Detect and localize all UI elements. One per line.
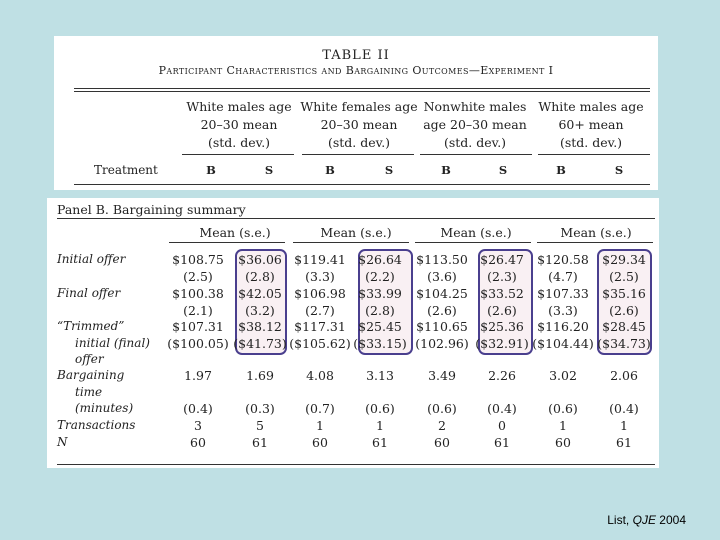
row-label: N [57, 435, 68, 449]
table-cell: $107.33 [537, 286, 589, 301]
top-rule [74, 88, 650, 89]
table-cell: $119.41 [294, 252, 346, 267]
table-cell-se: ($41.73) [233, 335, 287, 351]
table-cell-se: ($104.44) [532, 335, 594, 351]
table-cell-se: (2.5) [183, 268, 213, 284]
table-cell-se: (2.3) [487, 268, 517, 284]
mean-header: Mean (s.e.) [320, 225, 392, 240]
table-cell-se: (3.3) [305, 268, 335, 284]
row-label: Bargaining [57, 368, 125, 382]
table-cell: $104.25 [416, 286, 468, 301]
table-cell: 1 [559, 418, 567, 433]
mean-header: Mean (s.e.) [560, 225, 632, 240]
table-cell: 1.97 [184, 368, 212, 383]
treatment-code: S [498, 163, 508, 177]
group-1-line-3: (std. dev.) [207, 135, 271, 150]
table-cell: $38.12 [238, 319, 282, 334]
table-cell-se: (0.7) [305, 401, 335, 416]
table-cell: $106.98 [294, 286, 346, 301]
treatment-code: B [325, 163, 335, 177]
table-cell: $26.47 [480, 252, 524, 267]
table-cell-se: (2.6) [427, 302, 457, 318]
table-cell-se: (2.7) [305, 302, 335, 318]
group-rule-3 [420, 154, 532, 155]
group-header-3 [420, 98, 530, 152]
treatment-code: S [384, 163, 394, 177]
table-title: TABLE II [322, 48, 390, 63]
table-cell: $108.75 [172, 252, 224, 267]
table-cell: $116.20 [537, 319, 589, 334]
table-cell: $36.06 [238, 252, 282, 267]
table-cell-se: (2.1) [183, 302, 213, 318]
top-rule-double [74, 91, 650, 92]
table-cell-se: (0.4) [183, 401, 213, 416]
row-label: initial (final) [75, 335, 150, 350]
table-cell-se: ($105.62) [289, 335, 351, 351]
table-cell-se: (3.2) [245, 302, 275, 318]
group-3-line-2: age 20–30 mean [423, 117, 527, 132]
table-cell: $42.05 [238, 286, 282, 301]
table-cell: $100.38 [172, 286, 224, 301]
group-2-line-1: White females age [300, 99, 418, 114]
bottom-rule [57, 464, 655, 465]
treatment-code: B [206, 163, 216, 177]
group-4-line-3: (std. dev.) [559, 135, 623, 150]
table-cell-se: ($100.05) [167, 335, 229, 351]
citation-author: List, [607, 513, 630, 527]
table-cell: $33.99 [358, 286, 402, 301]
table-cell: $25.36 [480, 319, 524, 334]
table-cell: $25.45 [358, 319, 402, 334]
table-cell: 5 [256, 418, 264, 433]
treatment-code: B [441, 163, 451, 177]
group-2-line-3: (std. dev.) [327, 135, 391, 150]
table-cell-se: (0.3) [245, 401, 275, 416]
table-cell-se: (2.2) [365, 268, 395, 284]
table-cell: 3.49 [428, 368, 456, 383]
panel-b-rule [57, 218, 655, 219]
group-3-line-1: Nonwhite males [423, 99, 527, 114]
treatment-code: S [264, 163, 274, 177]
table-cell: $117.31 [294, 319, 346, 334]
row-label: Final offer [57, 286, 121, 300]
mean-rule-4 [537, 242, 653, 243]
table-cell: 61 [372, 435, 388, 450]
table-cell-se: (0.4) [487, 401, 517, 416]
table-cell: $107.31 [172, 319, 224, 334]
group-4-line-1: White males age [538, 99, 644, 114]
mean-rule-3 [415, 242, 531, 243]
table-cell: $33.52 [480, 286, 524, 301]
table-cell: $110.65 [416, 319, 468, 334]
table-cell-se: ($33.15) [353, 335, 407, 351]
table-cell: 60 [312, 435, 328, 450]
citation-year: 2004 [659, 513, 686, 527]
row-label: (minutes) [75, 401, 134, 415]
table-cell: 1.69 [246, 368, 274, 383]
table-cell: 61 [494, 435, 510, 450]
table-cell-se: (3.3) [548, 302, 578, 318]
table-cell: 0 [498, 418, 506, 433]
panel-b-title: Panel B. Bargaining summary [57, 202, 246, 217]
table-cell: 60 [555, 435, 571, 450]
row-label: “Trimmed” [57, 319, 125, 333]
group-header-1 [184, 98, 294, 152]
table-cell: 61 [252, 435, 268, 450]
table-cell-se: (4.7) [548, 268, 578, 284]
table-cell-se: (2.6) [609, 302, 639, 318]
table-cell-se: ($32.91) [475, 335, 529, 351]
table-cell-se: ($34.73) [597, 335, 651, 351]
group-1-line-1: White males age [186, 99, 292, 114]
table-cell-se: (2.8) [245, 268, 275, 284]
mean-header: Mean (s.e.) [199, 225, 271, 240]
table-cell: $113.50 [416, 252, 468, 267]
table-cell: 3.13 [366, 368, 394, 383]
bargaining-summary-panel [47, 198, 659, 468]
group-rule-2 [302, 154, 414, 155]
treatment-label: Treatment [94, 163, 158, 177]
table-cell: $26.64 [358, 252, 402, 267]
table-cell-se: (0.4) [609, 401, 639, 416]
table-cell-se: (0.6) [548, 401, 578, 416]
table-cell: 4.08 [306, 368, 334, 383]
mean-rule-1 [169, 242, 285, 243]
group-header-4 [536, 98, 646, 152]
table-cell: $28.45 [602, 319, 646, 334]
table-cell-se: (3.6) [427, 268, 457, 284]
group-2-line-2: 20–30 mean [320, 117, 398, 132]
table-cell: 61 [616, 435, 632, 450]
table-cell-se: (0.6) [365, 401, 395, 416]
mean-rule-2 [293, 242, 409, 243]
citation [607, 513, 686, 527]
table-cell-se: (0.6) [427, 401, 457, 416]
row-label: Initial offer [57, 252, 126, 266]
treatment-rule [74, 184, 650, 185]
table-cell: 3 [194, 418, 202, 433]
table-cell: 3.02 [549, 368, 577, 383]
table-cell: 1 [376, 418, 384, 433]
table-cell: 60 [190, 435, 206, 450]
table-cell-se: (102.96) [415, 335, 469, 351]
row-label: offer [75, 352, 104, 366]
table-cell: $29.34 [602, 252, 646, 267]
group-1-line-2: 20–30 mean [200, 117, 278, 132]
group-3-line-3: (std. dev.) [443, 135, 507, 150]
treatment-code: S [614, 163, 624, 177]
table-cell: 2.26 [488, 368, 516, 383]
group-rule-1 [182, 154, 294, 155]
table-cell-se: (2.5) [609, 268, 639, 284]
table-subtitle: Participant Characteristics and Bargaining Outcomes—Experiment I [158, 64, 554, 77]
group-4-line-2: 60+ mean [558, 117, 624, 132]
group-header-2 [300, 98, 418, 152]
row-label: Transactions [57, 418, 136, 432]
table-cell: 1 [316, 418, 324, 433]
group-rule-4 [538, 154, 650, 155]
table-cell: $35.16 [602, 286, 646, 301]
table-cell: 2 [438, 418, 446, 433]
table-cell: 60 [434, 435, 450, 450]
table-cell-se: (2.8) [365, 302, 395, 318]
table-cell: 2.06 [610, 368, 638, 383]
citation-journal: QJE [632, 513, 656, 527]
treatment-code: B [556, 163, 566, 177]
table-cell: $120.58 [537, 252, 589, 267]
table-cell: 1 [620, 418, 628, 433]
table-header-panel [54, 36, 658, 190]
row-label: time [75, 384, 103, 399]
table-cell-se: (2.6) [487, 302, 517, 318]
mean-header: Mean (s.e.) [440, 225, 512, 240]
